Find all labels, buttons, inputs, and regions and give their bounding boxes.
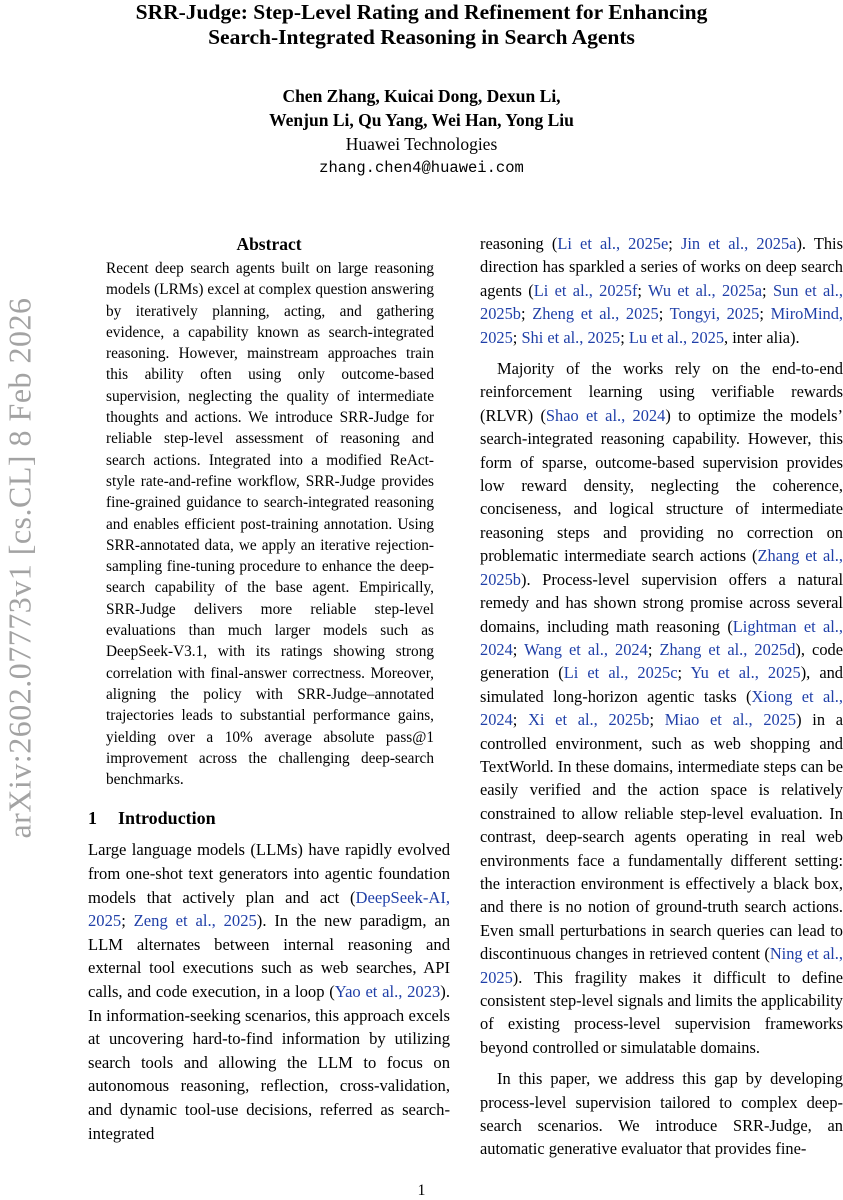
- paragraph-text: , inter alia).: [724, 327, 800, 347]
- citation-link[interactable]: Li et al., 2025c: [563, 663, 678, 683]
- title-line-2: Search-Integrated Reasoning in Search Agents: [208, 25, 635, 49]
- right-column: [480, 232, 843, 1161]
- citation-link[interactable]: Zheng et al., 2025: [532, 304, 659, 324]
- arxiv-stamp: [0, 0, 40, 1200]
- citation-link[interactable]: Sun et al., 2025b: [480, 280, 843, 324]
- paragraph-text: ). In the new paradigm, an LLM alternates between internal reasoning and external tool executions such as web searches, API calls, and code execution, in a loop (: [88, 911, 450, 1001]
- citation-link[interactable]: Tongyi, 2025: [669, 304, 760, 324]
- left-column: [88, 232, 450, 1145]
- paragraph-text: ;: [759, 304, 771, 324]
- paragraph-text: ). This fragility makes it difficult to define consistent step-level signals and limits the applicability of existing process-level supervision frameworks beyond controlled or simulatable domains.: [480, 967, 843, 1057]
- paragraph-text: ;: [647, 639, 660, 659]
- paragraph-text: Majority of the works rely on the end-to-end reinforcement learning using verifiable rewards (RLVR) (: [480, 359, 843, 425]
- paragraph-text: ;: [512, 639, 525, 659]
- author-names-line-1: Chen Zhang, Kuicai Dong, Dexun Li,: [282, 86, 561, 106]
- author-names-line-2: Wenjun Li, Qu Yang, Wei Han, Yong Liu: [269, 110, 574, 130]
- citation-link[interactable]: Ning et al., 2025: [480, 944, 843, 987]
- citation-link[interactable]: Wang et al., 2024: [524, 639, 648, 659]
- citation-link[interactable]: Li et al., 2025f: [533, 280, 638, 300]
- paragraph-text: ). In information-seeking scenarios, this approach excels at uncovering hard-to-find information by utilizing search tools and allowing the LLM to focus on autonomous reasoning, reflection, cross-validation, and dynamic tool-use decisions, referred as search-integrated: [88, 981, 450, 1143]
- citation-link[interactable]: Zhang et al., 2025d: [659, 639, 796, 659]
- page-number: 1: [417, 1182, 426, 1199]
- paragraph-text: ) to optimize the models’ search-integrated reasoning capability. However, this form of sparse, outcome-based supervision provides low reward density, neglecting the coherence, conciseness, and logical structure of intermediate reasoning steps and providing no correction on problematic intermediate search actions (: [480, 405, 843, 566]
- citation-link[interactable]: Lightman et al., 2024: [480, 616, 843, 659]
- paragraph-text: ;: [668, 234, 681, 253]
- citation-link[interactable]: Wu et al., 2025a: [648, 280, 763, 300]
- citation-link[interactable]: Xi et al., 2025b: [528, 710, 650, 730]
- paragraph-text: ;: [677, 663, 691, 683]
- author-email[interactable]: zhang.chen4@huawei.com: [319, 159, 524, 177]
- paragraph-text: ;: [620, 327, 629, 347]
- paragraph-text: ). This direction has sparkled a series of works on deep search agents (: [480, 234, 843, 300]
- paragraph-text: ). Process-level supervision offers a natural remedy and has shown strong promise across several domains, including math reasoning (: [480, 569, 843, 636]
- citation-link[interactable]: Xiong et al., 2024: [480, 686, 843, 730]
- paragraph-text: ;: [512, 327, 522, 347]
- paragraph-text: ;: [762, 280, 773, 300]
- paragraph-text: ;: [520, 304, 533, 324]
- citation-link[interactable]: Yao et al., 2023: [334, 981, 441, 1001]
- paragraph-text: Large language models (LLMs) have rapidly evolved from one-shot text generators into agentic foundation models that actively plan and act (: [88, 840, 450, 907]
- paragraph-text: In this paper, we address this gap by developing process-level supervision tailored to complex deep-search scenarios. We introduce SRR-Judge, an automatic generative evaluator that provides fine-: [480, 1069, 843, 1159]
- paragraph-text: reasoning (: [480, 234, 558, 253]
- citation-link[interactable]: Li et al., 2025e: [557, 234, 669, 253]
- paper-title: [60, 0, 783, 50]
- paragraph-text: ) in a controlled environment, such as web shopping and TextWorld. In these domains, intermediate steps can be easily verified and the action space is relatively constrained to allow reliable step-level evaluation. In contrast, deep-search agents operating in real web environments face a fundamentally different setting: the interaction environment is effectively a black box, and there is no notion of ground-truth search actions. Even small perturbations in search queries can lead to discontinuous changes in retrieved content (: [480, 710, 843, 964]
- citation-link[interactable]: Miao et al., 2025: [664, 710, 797, 730]
- paragraph-text: ;: [658, 304, 670, 324]
- paragraph-text: ), and simulated long-horizon agentic tasks (: [480, 663, 843, 706]
- citation-link[interactable]: Yu et al., 2025: [690, 663, 801, 683]
- citation-link[interactable]: Lu et al., 2025: [628, 327, 725, 347]
- paragraph-text: ;: [649, 710, 665, 730]
- title-line-1: SRR-Judge: Step-Level Rating and Refinement for Enhancing: [135, 0, 708, 24]
- abstract-heading: Abstract: [236, 234, 302, 254]
- citation-link[interactable]: Shao et al., 2024: [545, 405, 666, 425]
- intro-paragraph-2: [480, 357, 843, 1059]
- intro-paragraph-3: [480, 1067, 843, 1161]
- paragraph-text: ;: [121, 911, 134, 931]
- arxiv-identifier: arXiv:2602.07773v1 [cs.CL] 8 Feb 2026: [1, 297, 38, 839]
- citation-link[interactable]: Shi et al., 2025: [521, 327, 621, 347]
- citation-link[interactable]: Zeng et al., 2025: [133, 911, 257, 931]
- abstract-text: Recent deep search agents built on large reasoning models (LRMs) excel at complex question answering by iteratively planning, acting, and gathering evidence, a capability known as search-integrated reasoning. However, mainstream approaches train this ability often using only outcome-based supervision, neglecting the quality of intermediate thoughts and actions. We introduce SRR-Judge for reliable step-level assessment of reasoning and search actions. Integrated into a modified ReAct-style rate-and-refine workflow, SRR-Judge provides fine-grained guidance to search-integrated reasoning and enables efficient post-training annotation. Using SRR-annotated data, we apply an iterative rejection-sampling fine-tuning procedure to enhance the deep-search capability of the base agent. Empirically, SRR-Judge delivers more reliable step-level evaluations than much larger models such as DeepSeek-V3.1, with its ratings showing strong correlation with final-answer correctness. Moreover, aligning the policy with SRR-Judge–annotated trajectories leads to substantial performance gains, yielding over a 10% average absolute pass@1 improvement across the challenging deep-search benchmarks.: [106, 260, 434, 789]
- citation-link[interactable]: Jin et al., 2025a: [680, 234, 797, 253]
- intro-paragraph-1-continued: [480, 232, 843, 349]
- section-title: Introduction: [118, 808, 216, 829]
- citation-link[interactable]: DeepSeek-AI, 2025: [88, 887, 450, 931]
- section-heading-introduction: [88, 806, 450, 830]
- citation-link[interactable]: Zhang et al., 2025b: [480, 546, 843, 589]
- citation-link[interactable]: MiroMind, 2025: [480, 304, 843, 347]
- paragraph-text: ), code generation (: [480, 639, 843, 683]
- intro-paragraph-1: [88, 838, 450, 1145]
- paragraph-text: ;: [512, 710, 529, 730]
- author-block: [100, 84, 743, 180]
- paragraph-text: ;: [637, 280, 649, 300]
- section-number: 1: [88, 808, 97, 829]
- affiliation: Huawei Technologies: [345, 134, 498, 154]
